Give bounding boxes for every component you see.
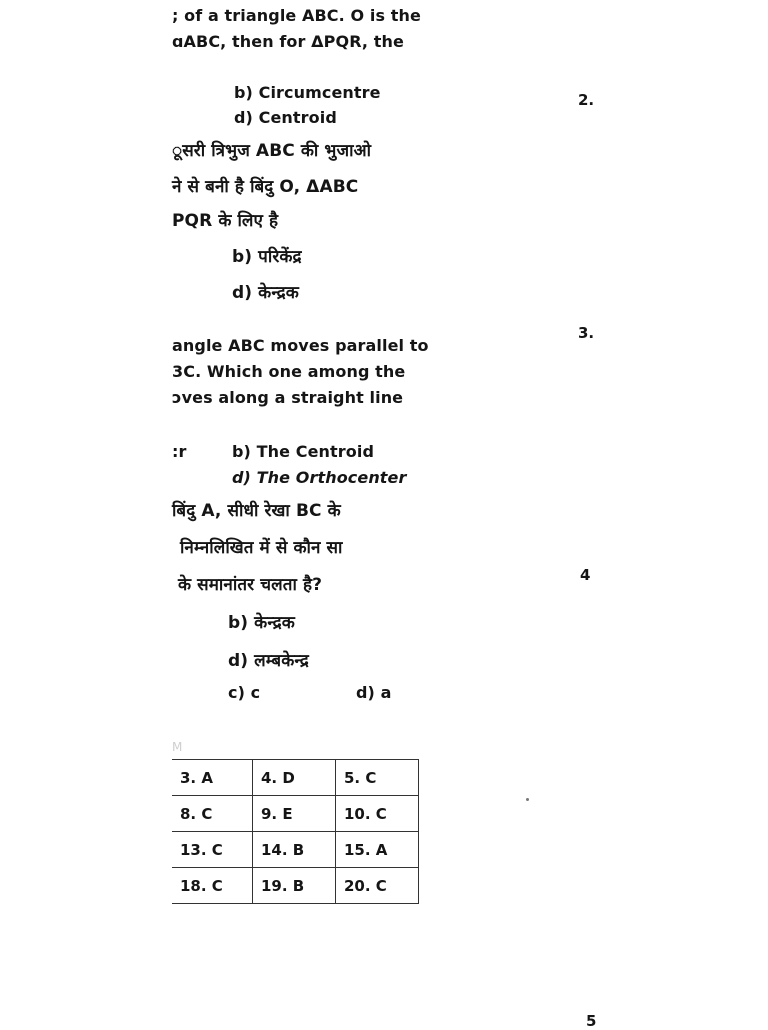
q3-option-c: c) c — [228, 683, 261, 702]
q1-hindi-option-b: b) परिकेंद्र — [232, 247, 302, 267]
answer-cell: 14. B — [253, 832, 336, 868]
table-row — [172, 832, 419, 868]
q1-hindi-line-1: ूसरी त्रिभुज ABC की भुजाओ — [172, 141, 372, 161]
question-number-5: 5 — [586, 1012, 597, 1030]
q3-option-d: d) a — [356, 683, 392, 702]
answer-cell: 18. C — [172, 868, 253, 904]
q2-english-line-3: ɔves along a straight line — [172, 388, 404, 407]
q2-option-a-fragment: :r — [172, 442, 187, 461]
question-number-4: 4 — [580, 566, 591, 584]
q2-option-d: d) The Orthocenter — [232, 468, 407, 487]
q2-hindi-line-2: निम्नलिखित में से कौन सा — [180, 538, 343, 558]
q1-option-b: b) Circumcentre — [234, 83, 381, 102]
q2-hindi-line-1: बिंदु A, सीधी रेखा BC के — [172, 501, 341, 521]
answer-key-table — [172, 759, 419, 904]
margin-mark: M — [172, 740, 183, 754]
answer-cell: 9. E — [253, 796, 336, 832]
answer-cell: 15. A — [336, 832, 419, 868]
q1-english-line-1: ; of a triangle ABC. O is the — [172, 6, 421, 25]
answer-cell: 13. C — [172, 832, 253, 868]
answer-cell: 19. B — [253, 868, 336, 904]
table-row — [172, 760, 419, 796]
scan-speck — [526, 798, 529, 801]
q1-hindi-option-d: d) केन्द्रक — [232, 283, 299, 303]
q1-option-d: d) Centroid — [234, 108, 337, 127]
q2-english-line-2: 3C. Which one among the — [172, 362, 406, 381]
table-row — [172, 868, 419, 904]
answer-cell: 3. A — [172, 760, 253, 796]
q2-hindi-line-3: के समानांतर चलता है? — [178, 575, 323, 595]
answer-cell: 4. D — [253, 760, 336, 796]
q1-hindi-line-2: ने से बनी है बिंदु O, ΔABC — [172, 177, 359, 197]
q1-english-line-2: ɑABC, then for ΔPQR, the — [172, 32, 404, 51]
q1-hindi-line-3: PQR के लिए है — [172, 211, 279, 231]
answer-cell: 5. C — [336, 760, 419, 796]
q2-hindi-option-d: d) लम्बकेन्द्र — [228, 651, 309, 671]
answer-cell: 10. C — [336, 796, 419, 832]
question-number-2: 2. — [578, 91, 595, 109]
answer-cell: 20. C — [336, 868, 419, 904]
table-row — [172, 796, 419, 832]
q2-hindi-option-b: b) केन्द्रक — [228, 613, 295, 633]
question-number-3: 3. — [578, 324, 595, 342]
q2-english-line-1: angle ABC moves parallel to — [172, 336, 429, 355]
q2-option-b: b) The Centroid — [232, 442, 375, 461]
answer-cell: 8. C — [172, 796, 253, 832]
